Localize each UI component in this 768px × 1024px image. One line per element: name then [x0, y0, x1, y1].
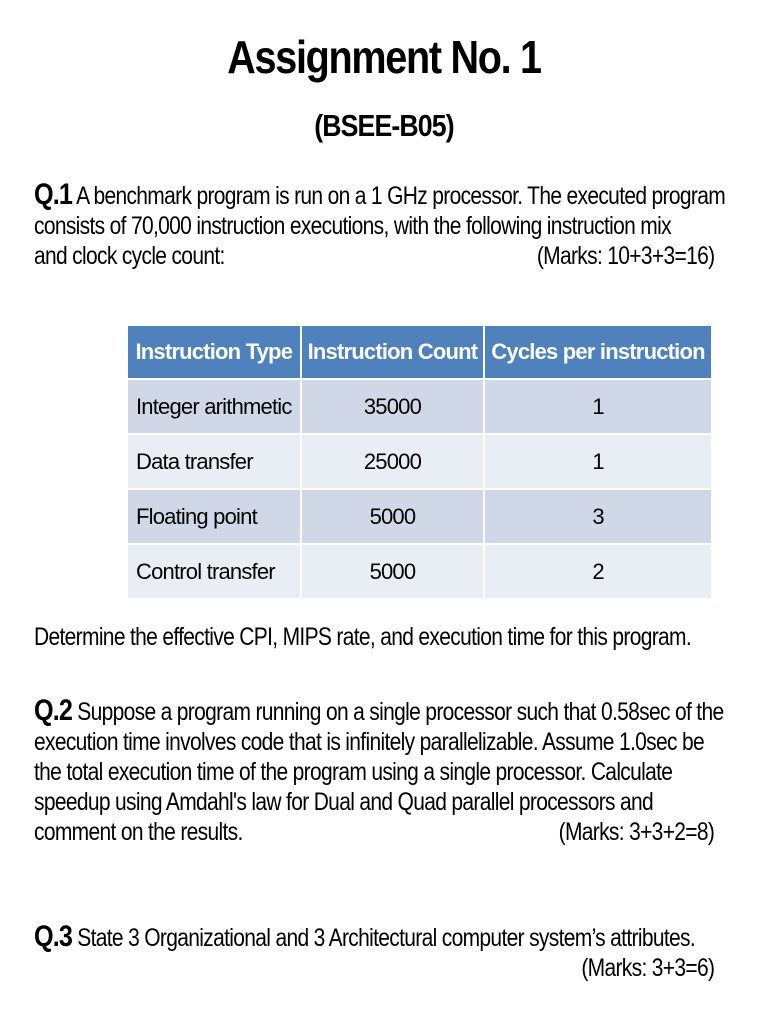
question-1-text [34, 178, 726, 271]
question-3-text [34, 922, 714, 983]
question-2-line-4: speedup using Amdahl's law for Dual and Quad parallel processors and [34, 788, 654, 816]
table-cell: Integer arithmetic [128, 379, 301, 434]
table-cell: 5000 [301, 489, 485, 544]
question-3-marks: (Marks: 3+3=6) [581, 954, 714, 982]
table-cell: 1 [484, 379, 710, 434]
question-3-line-1: Q.3 State 3 Organizational and 3 Architectural computer system’s attributes. [34, 920, 696, 953]
question-3-marks-row [34, 953, 714, 983]
question-2-text [34, 694, 724, 847]
table-cell: 1 [484, 434, 710, 489]
question-1-prompt-text: Determine the effective CPI, MIPS rate, and execution time for this program. [34, 623, 692, 651]
table-cell: 35000 [301, 379, 485, 434]
table-row [128, 434, 711, 489]
column-header: Instruction Count [301, 326, 485, 379]
table-cell: 2 [484, 544, 710, 598]
page-title: Assignment No. 1 [227, 31, 541, 83]
table-cell: 3 [484, 489, 710, 544]
table-row [128, 489, 711, 544]
table-cell: 25000 [301, 434, 485, 489]
question-1-prompt [34, 622, 714, 652]
question-1-line-3-row [34, 241, 714, 271]
question-2-line-5-row [34, 817, 714, 847]
instruction-mix-table [128, 326, 711, 598]
question-2-line-3: the total execution time of the program using a single processor. Calculate [34, 758, 673, 786]
table-row [128, 379, 711, 434]
table-cell: Control transfer [128, 544, 301, 598]
question-1-line-1: Q.1 A benchmark program is run on a 1 GHz processor. The executed program [34, 178, 726, 211]
question-2-line-5: comment on the results. [34, 818, 243, 846]
question-2-marks: (Marks: 3+3+2=8) [558, 818, 714, 846]
page-subtitle: (BSEE-B05) [314, 108, 454, 143]
table-cell: Floating point [128, 489, 301, 544]
table-header-row [128, 326, 711, 379]
question-2-line-1: Q.2 Suppose a program running on a single processor such that 0.58sec of the [34, 694, 724, 727]
question-1-label: Q.1 [34, 178, 73, 211]
question-1-marks: (Marks: 10+3+3=16) [536, 242, 714, 270]
question-3-label: Q.3 [34, 920, 73, 953]
column-header: Instruction Type [128, 326, 301, 379]
question-2-label: Q.2 [34, 694, 73, 727]
question-1-line-3: and clock cycle count: [34, 242, 225, 270]
question-2-line-2: execution time involves code that is infinitely parallelizable. Assume 1.0sec be [34, 728, 704, 756]
table-row [128, 544, 711, 598]
question-1-line-2: consists of 70,000 instruction executions, with the following instruction mix [34, 212, 671, 240]
column-header: Cycles per instruction [484, 326, 710, 379]
table-cell: 5000 [301, 544, 485, 598]
table-cell: Data transfer [128, 434, 301, 489]
